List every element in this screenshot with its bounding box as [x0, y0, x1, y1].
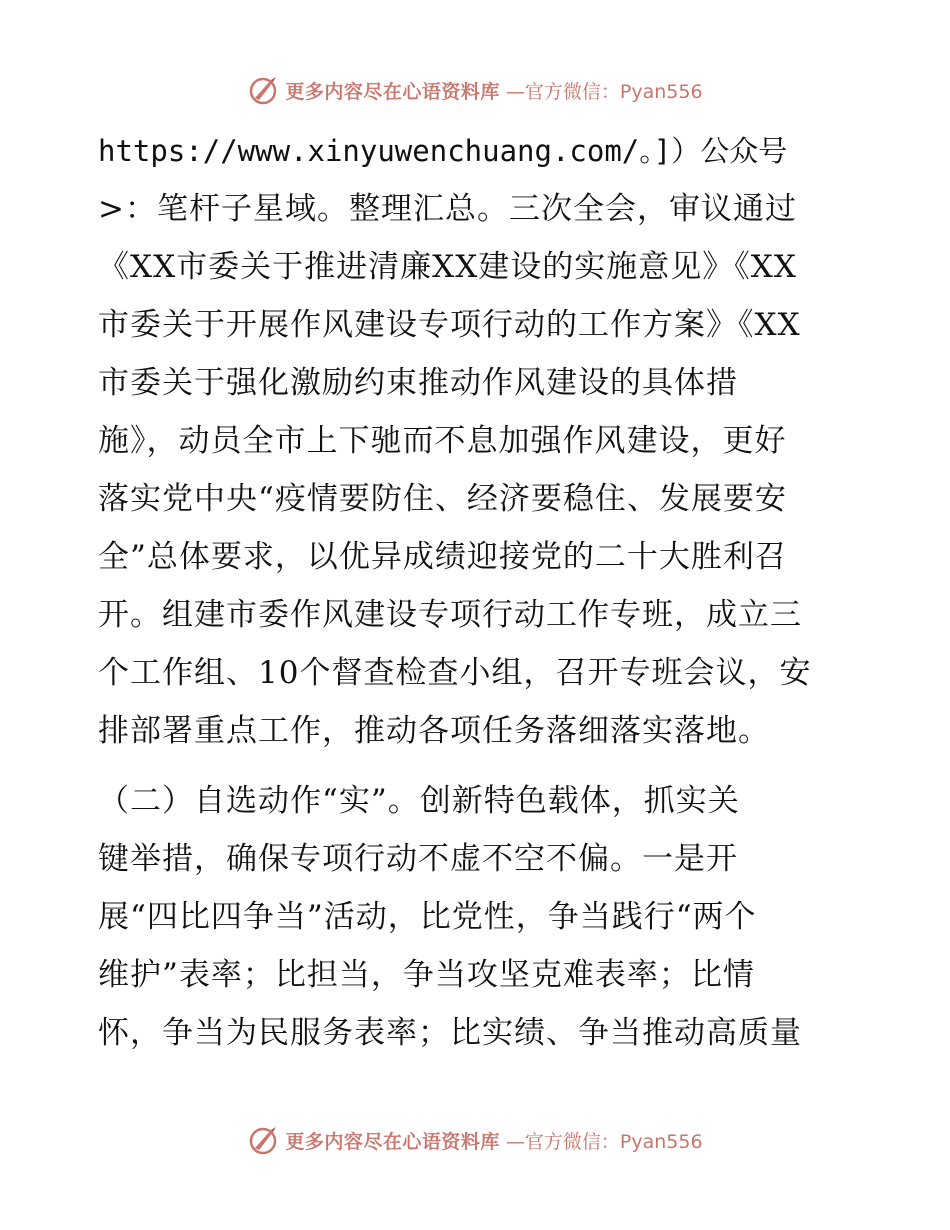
watermark-contact: —官方微信：Pyan556 — [505, 80, 703, 103]
text-line: 怀，争当为民服务表率；比实绩、争当推动高质量 — [98, 1015, 802, 1051]
quill-pen-circle-icon — [247, 1124, 279, 1156]
watermark-text: 更多内容尽在心语资料库 — [285, 1130, 500, 1153]
quill-pen-circle-icon — [247, 74, 279, 106]
text-line: 键举措，确保专项行动不虚不空不偏。一是开 — [98, 841, 738, 877]
watermark-text: 更多内容尽在心语资料库 — [285, 80, 500, 103]
text-line: 市委关于开展作风建设专项行动的工作方案》《XX — [98, 307, 801, 343]
text-line: 市委关于强化激励约束推动作风建设的具体措 — [98, 365, 738, 401]
text-line: https://www.xinyuwenchuang.com/。]）公众号 — [98, 134, 788, 168]
text-line: 全”总体要求，以优异成绩迎接党的二十大胜利召 — [98, 539, 787, 575]
watermark-contact: —官方微信：Pyan556 — [505, 1130, 703, 1153]
text-line: 展“四比四争当”活动，比党性，争当践行“两个 — [98, 899, 757, 935]
paragraph-2 — [98, 772, 858, 1062]
document-body — [98, 122, 858, 1062]
text-line: 《XX市委关于推进清廉XX建设的实施意见》《XX — [98, 249, 797, 285]
text-line: 落实党中央“疫情要防住、经济要稳住、发展要安 — [98, 481, 787, 517]
paragraph-1 — [98, 122, 858, 760]
paragraph-gap — [98, 760, 858, 772]
text-line: 维护”表率；比担当，争当攻坚克难表率；比情 — [98, 957, 755, 993]
text-line: >：笔杆子星域。整理汇总。三次全会，审议通过 — [98, 191, 797, 227]
text-line: 开。组建市委作风建设专项行动工作专班，成立三 — [98, 597, 802, 633]
watermark-header — [0, 70, 950, 110]
text-line: 施》，动员全市上下驰而不息加强作风建设，更好 — [98, 423, 787, 459]
text-line: 排部署重点工作，推动各项任务落细落实落地。 — [98, 713, 770, 749]
text-line: 个工作组、10个督查检查小组，召开专班会议，安 — [98, 655, 812, 691]
watermark-footer — [0, 1120, 950, 1160]
text-line: （二）自选动作“实”。创新特色载体，抓实关 — [98, 783, 740, 819]
